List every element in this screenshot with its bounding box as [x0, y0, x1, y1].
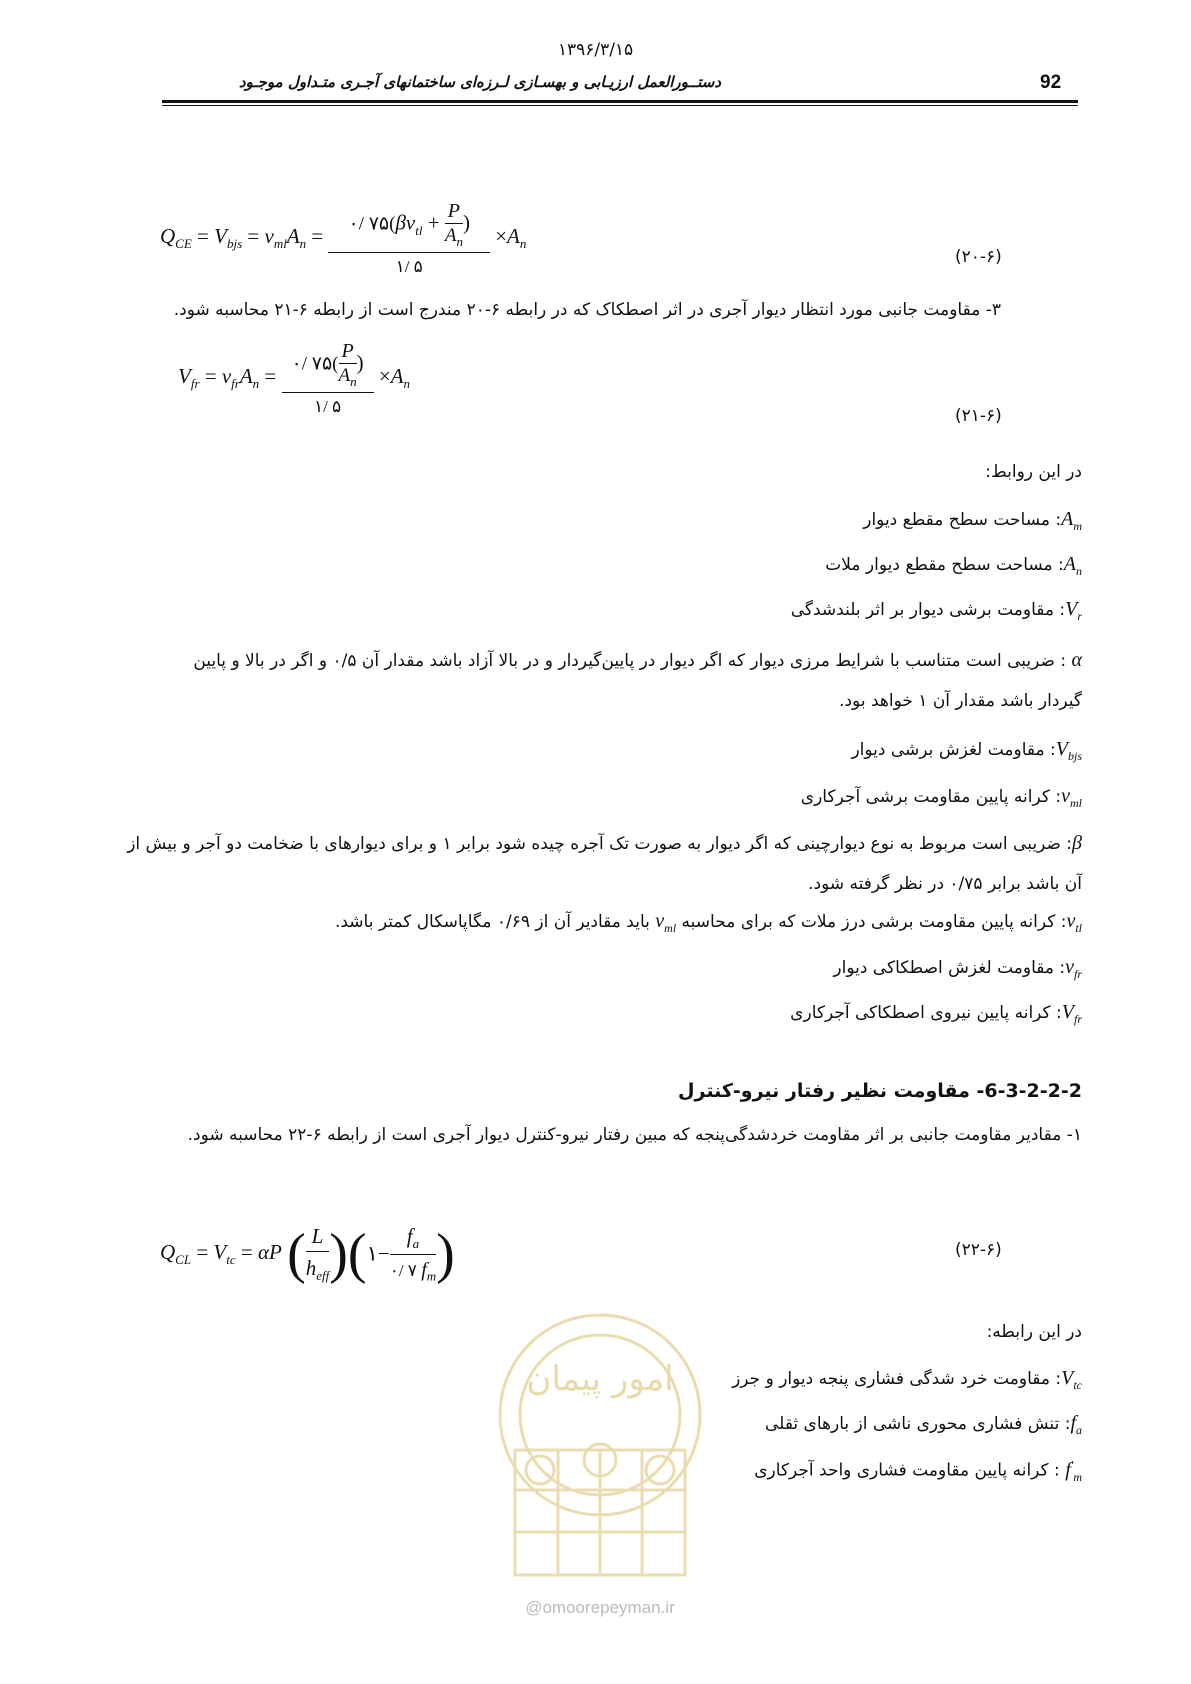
- eq22-fraction-l-h: $\frac{L}{h_{eff}}$: [305, 1223, 330, 1284]
- eq21-fraction: ۰/ ۷۵( $\frac{P}{A_n}$ ) ۱/ ۵: [282, 340, 374, 417]
- eq20-fraction: ۰/ $۷۵(\beta v_{tl}$ + $\frac{P}{A_n}$ ) ۱/ ۵: [328, 200, 489, 277]
- watermark-logo: [480, 1300, 720, 1600]
- definition-beta: β: ضریبی است مربوط به نوع دیوارچینی که اگر دیوار به صورت تک آجره چیده شود برابر ۱ و برای دیوارهای با ضخامت دو آجر و بیش از آن باشد برابر ۰/۷۵ در نظر گرفته شود.: [127, 832, 1082, 894]
- equation-22: $Q_{CL} = V_{tc} = \alpha P$ ( $\frac{L}{h_{eff}}$ )(۱− $\frac{f_a}{۰/ ۷ f_m}$ ): [160, 1223, 455, 1285]
- definition-fm: $f'_m$ : کرانه پایین مقاومت فشاری واحد آجرکاری: [754, 1457, 1082, 1484]
- header-title: دستــورالعمل ارزیـابی و بهسـازی لـرزه‌ای ساختمانهای آجـری متـداول موجـود: [238, 73, 721, 91]
- definition-vbjs: $V_{bjs}$: مقاومت لغزش برشی دیوار: [851, 738, 1082, 763]
- definition-vml: $v_{ml}$: کرانه پایین مقاومت برشی آجرکاری: [800, 785, 1082, 810]
- where-label-1: در این روابط:: [985, 462, 1082, 482]
- definition-alpha: α : ضریبی است متناسب با شرایط مرزی دیوار که اگر دیوار در پایین‌گیردار و در بالا آزاد باشد مقدار آن ۰/۵ و اگر در بالا و پایین گیردار باشد مقدار آن ۱ خواهد بود.: [193, 649, 1082, 711]
- equation-20: $Q_{CE} = V_{bjs} = v_{ml}A_n$ = ۰/ $۷۵(\beta v_{tl}$ + $\frac{P}{A_n}$ ) ۱/ ۵ $\times A_n$: [160, 200, 527, 276]
- definition-vfr-upper: $V_{fr}$: کرانه پایین نیروی اصطکاکی آجرکاری: [790, 1001, 1082, 1026]
- watermark-text: امور پیمان: [526, 1359, 674, 1399]
- definition-vfr-lower: $v_{fr}$: مقاومت لغزش اصطکاکی دیوار: [833, 956, 1082, 981]
- header-date: ۱۳۹۶/۳/۱۵: [557, 40, 634, 60]
- header-rule-thin: [162, 105, 1078, 106]
- page-number: 92: [1040, 72, 1062, 93]
- section-heading: 6-3-2-2-2- مقاومت نظیر رفتار نیرو-کنترل: [678, 1080, 1082, 1102]
- paragraph-friction: ۳- مقاومت جانبی مورد انتظار دیوار آجری در اثر اصطکاک که در رابطه ۶-۲۰ مندرج است از رابطه ۶-۲۱ محاسبه شود.: [173, 300, 1001, 320]
- watermark-url: @omoorepeyman.ir: [525, 1598, 675, 1617]
- paragraph-toe-crushing: ۱- مقادیر مقاومت جانبی بر اثر مقاومت خردشدگی‌پنجه که مبین رفتار نیرو-کنترل دیوار آجری است از رابطه ۶-۲۲ محاسبه شود.: [187, 1125, 1082, 1145]
- equation-22-number: (۲۲-۶): [955, 1240, 1002, 1260]
- equation-21-number: (۲۱-۶): [955, 406, 1002, 426]
- definition-fa: $f_a$: تنش فشاری محوری ناشی از بارهای ثقلی: [765, 1412, 1082, 1437]
- definition-vr: $V_r$: مقاومت برشی دیوار بر اثر بلندشدگی: [790, 598, 1082, 623]
- definition-vtc: $V_{tc}$: مقاومت خرد شدگی فشاری پنجه دیوار و جرز: [732, 1367, 1082, 1392]
- equation-20-number: (۲۰-۶): [955, 247, 1002, 267]
- definition-vtl: $v_{tl}$: کرانه پایین مقاومت برشی درز ملات که برای محاسبه $v_{ml}$ باید مقادیر آن از ۰/۶۹ مگاپاسکال کمتر باشد.: [334, 910, 1082, 935]
- header-rule-thick: [162, 100, 1078, 103]
- equation-21: $V_{fr} = v_{fr}A_n$ = ۰/ ۷۵( $\frac{P}{A_n}$ ) ۱/ ۵ $\times A_n$: [178, 340, 411, 416]
- definition-an: $A_n$: مساحت سطح مقطع دیوار ملات: [825, 553, 1082, 578]
- eq22-fraction-fa-fm: $\frac{f_a}{۰/ ۷ f_m}$: [389, 1223, 437, 1284]
- where-label-2: در این رابطه:: [986, 1322, 1082, 1342]
- definition-am: $A_m$: مساحت سطح مقطع دیوار: [863, 508, 1082, 533]
